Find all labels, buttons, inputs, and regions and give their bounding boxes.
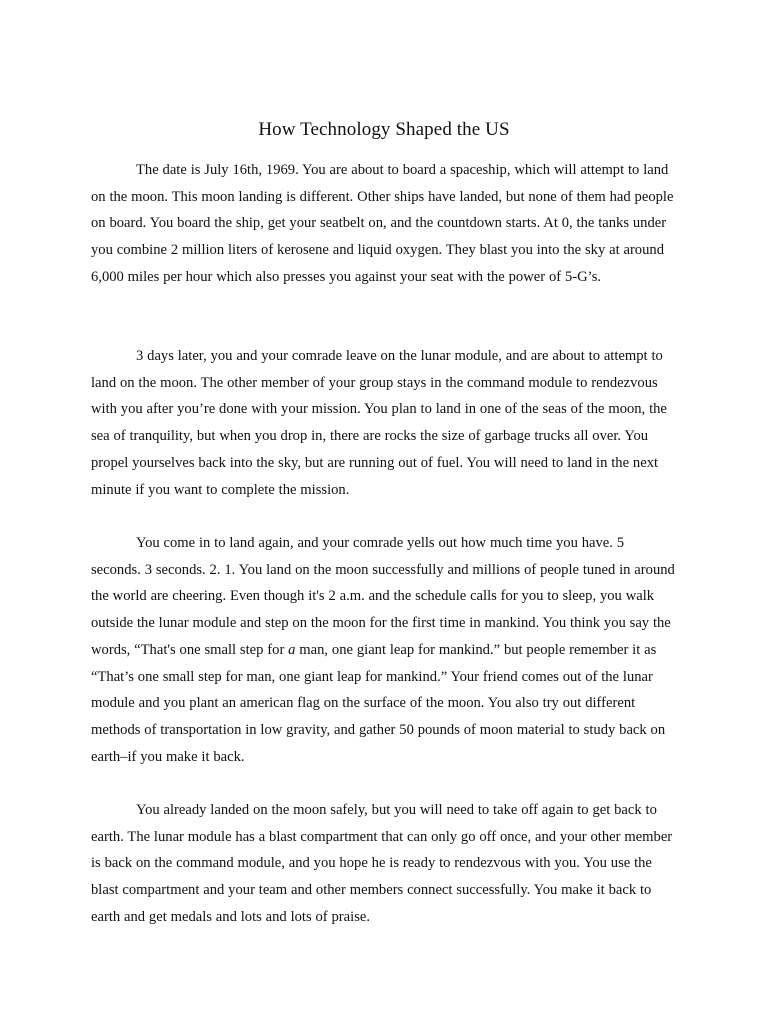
document-title: How Technology Shaped the US — [258, 119, 510, 140]
paragraph-return: You already landed on the moon safely, but you will need to take off again to get back to earth. The lunar module has a blast compartment that can only go off once, and your other member is back on the command module, and you hope he is ready to rendezvous with you. You use the blast compartment and your team and other members connect successfully. You make it back to earth and get medals and lots and lots of praise. — [91, 802, 673, 925]
paragraph-launch: The date is July 16th, 1969. You are about to board a spaceship, which will attempt to land on the moon. This moon landing is different. Other ships have landed, but none of them had people on board. You board the ship, get your seatbelt on, and the countdown starts. At 0, the tanks under you combine 2 million liters of kerosene and liquid oxygen. They blast you into the sky at around 6,000 miles per hour which also presses you against your seat with the power of 5-G’s. — [91, 162, 674, 285]
paragraph-landing-emphasis: a — [288, 641, 296, 658]
paragraph-lunar-module: 3 days later, you and your comrade leave on the lunar module, and are about to attempt to land on the moon. The other member of your group stays in the command module to rendezvous with you after you’re done with your mission. You plan to land in one of the seas of the moon, the sea of tranquility, but when you drop in, there are rocks the size of garbage trucks all over. You propel yourselves back into the sky, but are running out of fuel. You will need to land in the next minute if you want to complete the mission. — [91, 348, 667, 498]
paragraph-landing — [91, 530, 677, 770]
paragraph-landing-part2: man, one giant leap for mankind.” but people remember it as “That’s one small step for man, one giant leap for mankind.” Your friend comes out of the lunar module and you plant an american flag on the surface of the moon. You also try out different methods of transportation in low gravity, and gather 50 pounds of moon material to study back on earth–if you make it back. — [91, 641, 666, 765]
paragraph-landing-part1: You come in to land again, and your comrade yells out how much time you have. 5 seconds. 3 seconds. 2. 1. You land on the moon successfully and millions of people tuned in around the world are cheering. Even though it's 2 a.m. and the schedule calls for you to sleep, you walk outside the lunar module and step on the moon for the first time in mankind. You think you say the words, “That's one small step for — [91, 535, 675, 658]
